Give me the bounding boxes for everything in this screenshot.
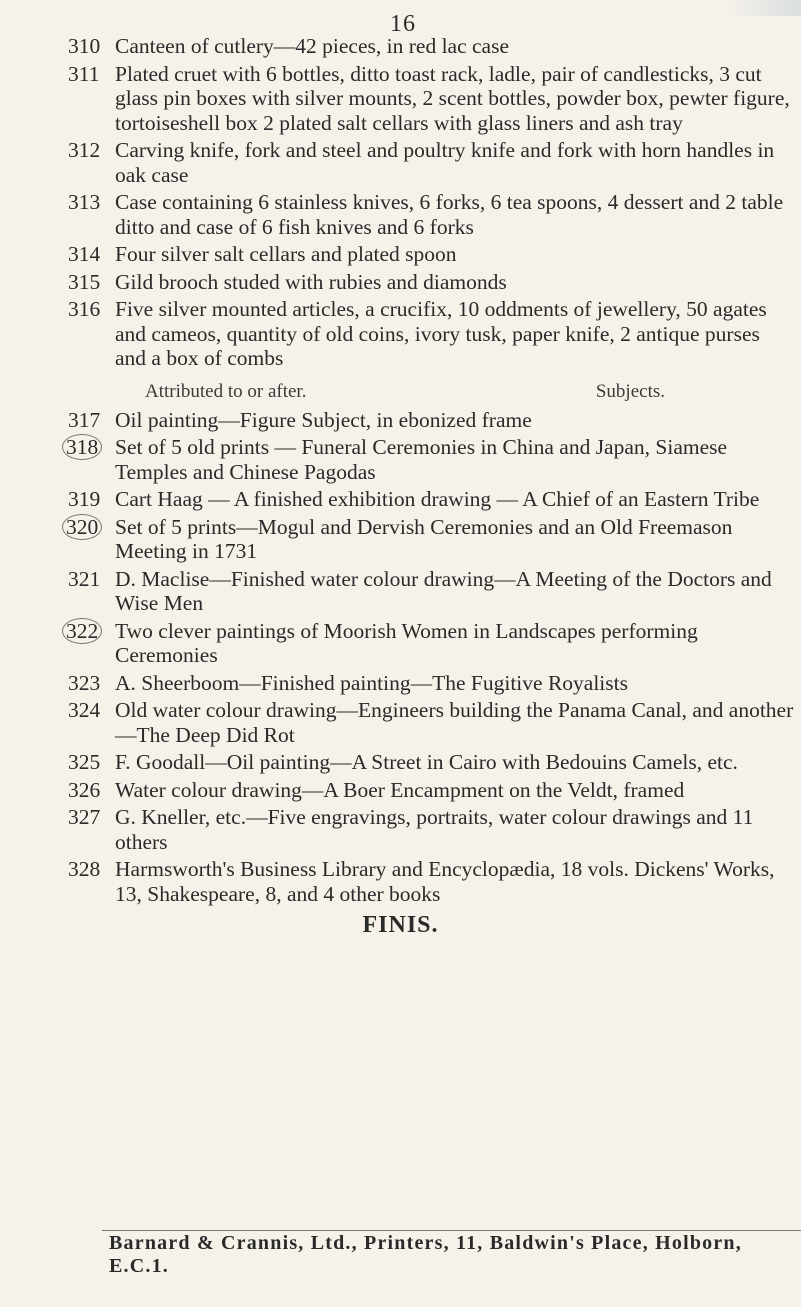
lot-328 (0, 857, 801, 906)
lot-number: 324 (68, 698, 101, 722)
lot-list (0, 34, 801, 939)
page-number: 16 (390, 11, 416, 37)
lot-description: Case containing 6 stainless knives, 6 forks, 6 tea spoons, 4 dessert and 2 table ditto and case of 6 fish knives and 6 forks (115, 190, 789, 239)
page-edge-shadow (723, 0, 801, 16)
subjects-label: Subjects. (595, 380, 665, 402)
lot-description: Plated cruet with 6 bottles, ditto toast rack, ladle, pair of candlesticks, 3 cut glass pin boxes with silver mounts, 2 scent bottles, powder box, pewter figure, tortoiseshell box 2 plated salt cellars with glass liners and ash tray (115, 61, 796, 135)
circled-lot-number: 318 (62, 434, 102, 460)
lot-310 (0, 34, 801, 59)
lot-description: Gild brooch studed with rubies and diamonds (115, 269, 507, 294)
lot-description: Harmsworth's Business Library and Encyclopædia, 18 vols. Dickens' Works, 13, Shakespeare, 8, and 4 other books (115, 857, 780, 906)
lot-number: 314 (68, 242, 101, 266)
lot-number: 319 (68, 487, 101, 511)
lot-description: Set of 5 old prints — Funeral Ceremonies in China and Japan, Siamese Temples and Chinese Pagodas (115, 435, 733, 484)
lot-number: 313 (68, 190, 101, 214)
lot-314 (0, 242, 801, 267)
lot-312 (0, 138, 801, 187)
lot-number: 326 (68, 777, 101, 802)
lot-number: 327 (68, 805, 101, 829)
lot-324 (0, 698, 801, 747)
lot-316 (0, 297, 801, 371)
lot-description: Set of 5 prints—Mogul and Dervish Ceremonies and an Old Freemason Meeting in 1731 (115, 514, 738, 563)
lot-317 (0, 408, 801, 433)
lot-number: 325 (68, 750, 101, 774)
lot-description: Four silver salt cellars and plated spoon (115, 242, 457, 266)
lot-number: 311 (68, 61, 100, 86)
lot-description: Carving knife, fork and steel and poultry knife and fork with horn handles in oak case (115, 138, 780, 187)
lot-318 (0, 435, 801, 484)
lot-327 (0, 805, 801, 854)
lot-description: G. Kneller, etc.—Five engravings, portraits, water colour drawings and 11 others (115, 805, 759, 854)
lot-number: 317 (68, 407, 101, 432)
lot-313 (0, 190, 801, 239)
lot-description: Five silver mounted articles, a crucifix, 10 oddments of jewellery, 50 agates and cameos, quantity of old coins, ivory tusk, paper knife, 2 antique purses and a box of combs (115, 297, 773, 370)
lot-number: 315 (68, 269, 101, 294)
lot-311 (0, 62, 801, 136)
lot-326 (0, 778, 801, 803)
lot-number (68, 435, 105, 460)
lot-322 (0, 619, 801, 668)
lot-319 (0, 487, 801, 512)
lot-description: Water colour drawing—A Boer Encampment on the Veldt, framed (115, 777, 685, 802)
lot-number: 328 (68, 857, 101, 881)
attribution-label: Attributed to or after. (145, 380, 307, 402)
finis-label: FINIS. (362, 912, 439, 938)
lot-number: 321 (68, 566, 101, 591)
lot-number (68, 619, 105, 644)
lot-number: 323 (68, 670, 101, 695)
lot-number (68, 515, 105, 540)
lot-323 (0, 671, 801, 696)
lot-321 (0, 567, 801, 616)
lot-320 (0, 515, 801, 564)
lot-description: A. Sheerboom—Finished painting—The Fugitive Royalists (115, 670, 628, 695)
attribution-header (145, 381, 665, 403)
lot-number: 316 (68, 297, 101, 321)
lot-description: Oil painting—Figure Subject, in ebonized frame (115, 407, 532, 432)
printer-imprint: Barnard & Crannis, Ltd., Printers, 11, Baldwin's Place, Holborn, E.C.1. (109, 1232, 742, 1277)
lot-description: F. Goodall—Oil painting—A Street in Cairo with Bedouins Camels, etc. (115, 750, 738, 774)
lot-description: Two clever paintings of Moorish Women in Landscapes performing Ceremonies (115, 618, 704, 667)
lot-description: Cart Haag — A finished exhibition drawing — A Chief of an Eastern Tribe (115, 487, 760, 511)
lot-description: D. Maclise—Finished water colour drawing—A Meeting of the Doctors and Wise Men (115, 566, 777, 615)
lot-description: Old water colour drawing—Engineers building the Panama Canal, and another—The Deep Did Rot (115, 698, 794, 747)
footer-divider (102, 1230, 801, 1231)
lot-315 (0, 270, 801, 295)
lot-number: 310 (68, 34, 101, 58)
lot-description: Canteen of cutlery—42 pieces, in red lac case (115, 34, 509, 58)
lot-325 (0, 750, 801, 775)
circled-lot-number: 322 (62, 618, 102, 644)
circled-lot-number: 320 (62, 514, 102, 540)
lot-number: 312 (68, 138, 101, 162)
